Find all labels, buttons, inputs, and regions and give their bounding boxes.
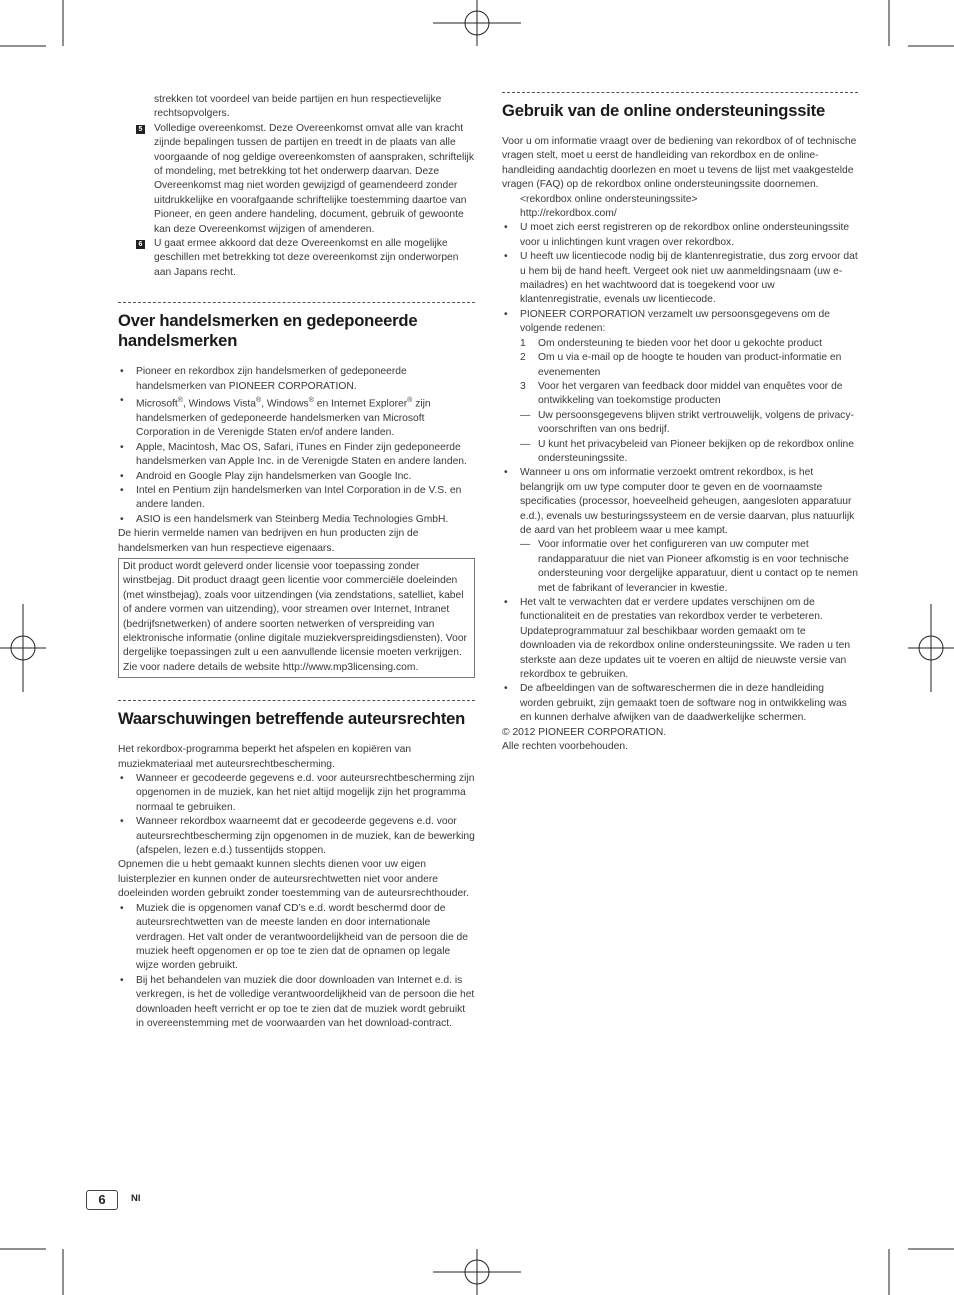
support-list-3 (502, 596, 858, 726)
support-list-2 (502, 466, 858, 538)
copyright-paragraph: Het rekordbox-programma beperkt het afspelen en kopiëren van muziekmateriaal met auteursrechtbescherming. (118, 744, 412, 770)
list-item: • Apple, Macintosh, Mac OS, Safari, iTunes en Finder zijn gedeponeerde handelsmerken van Apple Inc. in de Verenigde Staten en andere landen. (118, 441, 475, 470)
list-item: • Pioneer en rekordbox zijn handelsmerken of gedeponeerde handelsmerken van PIONEER CORPORATION. (118, 365, 475, 394)
reason-item: 2 Om u via e-mail op de hoogte te houden van product-informatie en evenementen (520, 352, 842, 378)
list-item: • Het valt te verwachten dat er verdere updates verschijnen om de functionaliteit en de prestaties van rekordbox verder te verbeteren. Updateprogrammatuur zal beschikbaar worden gemaakt om te downloaden via de rekordbox online ondersteuningssite. We raden u ten sterkste aan deze updates uit te voeren en altijd de nieuwste versie van rekordbox te gebruiken. (502, 596, 858, 682)
trademarks-heading: Over handelsmerken en gedeponeerde handelsmerken (118, 311, 418, 351)
copyright-paragraph: Opnemen die u hebt gemaakt kunnen slechts dienen voor uw eigen luisterplezier en kunnen onder de auteursrechtwetten niet voor andere doeleinden worden gebruikt zonder toestemming van de auteursrechthouder. (118, 859, 469, 900)
list-item: • U moet zich eerst registreren op de rekordbox online ondersteuningssite voor u inlichtingen kunt vragen over rekordbox. (502, 221, 858, 250)
list-item: • Wanneer er gecodeerde gegevens e.d. voor auteursrechtbescherming zijn opgenomen in de muziek, kan het niet altijd mogelijk zijn het programma normaal te gebruiken. (118, 772, 475, 815)
list-item: • Bij het behandelen van muziek die door downloaden van Internet e.d. is verkregen, is het de volledige verantwoordelijkheid van de persoon die het downloaden heeft verricht er op toe te zien dat de muziek wordt gebruikt in overeenstemming met de voorwaarden van het download-contract. (118, 974, 475, 1032)
agreement-item-5 (118, 122, 475, 237)
support-heading: Gebruik van de online ondersteuningssite (502, 101, 826, 120)
support-intro: Voor u om informatie vraagt over de bediening van rekordbox of of technische vragen stelt, moet u eerst de handleiding van rekordbox en de online-handleiding aandachtig doorlezen en moet u tevens de lijst met vaakgestelde vragen (FAQ) op de rekordbox online ondersteuningssite doornemen. (502, 136, 857, 191)
reason-item: 1 Om ondersteuning te bieden voor het door u gekochte product (520, 337, 822, 349)
rights-line: Alle rechten voorbehouden. (502, 741, 628, 753)
list-item: • Android en Google Play zijn handelsmerken van Google Inc. (118, 470, 475, 484)
list-item: • PIONEER CORPORATION verzamelt uw persoonsgegevens om de volgende redenen: (502, 308, 858, 337)
copyright-heading: Waarschuwingen betreffende auteursrechten (118, 709, 466, 729)
list-item: • U heeft uw licentiecode nodig bij de klantenregistratie, dus zorg ervoor dat u hem bij de hand heeft. Vergeet ook niet uw aanmeldingsnaam (uw e-mailadres) en het wachtwoord dat is toegekend voor uw klantenregistratie, evenals uw licentiecode. (502, 250, 858, 308)
agreement-item-6 (118, 237, 475, 280)
support-site-label: <rekordbox online ondersteuningssite> (520, 193, 698, 205)
right-column (502, 92, 858, 754)
list-item: • ASIO is een handelsmerk van Steinberg Media Technologies GmbH. (118, 513, 475, 527)
reason-item: — Uw persoonsgegevens blijven strikt vertrouwelijk, volgens de privacy-voorschriften van ons bedrijf. (520, 409, 854, 436)
section-divider (118, 302, 475, 303)
item-number-box: 5 (136, 125, 145, 134)
agreement-item-text: Volledige overeenkomst. Deze Overeenkomst omvat alle van kracht zijnde bepalingen tussen de partijen en treedt in de plaats van alle voorgaande of nog geldige overeenkomsten of aanspraken, schriftelijk of mondeling, met betrekking tot het onderwerp daarvan. Deze Overeenkomst mag niet worden gewijzigd of geamendeerd zonder uitdrukkelijke en voorafgaande schriftelijke toestemming daartoe van Pioneer, en geen andere handeling, document, gebruik of gewoonte kan deze Overeenkomst wijzigen of amenderen. (154, 122, 474, 235)
reason-item: 3 Voor het vergaren van feedback door middel van enquêtes voor de ontwikkeling van toekomstige producten (520, 380, 843, 407)
page-number: 6 (86, 1190, 118, 1210)
license-box: Dit product wordt geleverd onder licensie voor toepassing zonder winstbejag. Dit product draagt geen licentie voor commerciële doeleinden (met winstbejag), zoals voor uitzendingen (via zendstations, satelliet, kabel of andere vormen van uitzending), voor streamen over Internet, Intranet (bedrijfsnetwerken) of andere soorten netwerken of verspreiding van elektronische informatie (online digitale muziekverspreidingsdiensten). Voor dergelijke toepassingen zult u een aanvullende licensie moeten verkrijgen. Zie voor nadere details de website http://www.mp3licensing.com. (118, 558, 475, 678)
list-item: • Muziek die is opgenomen vanaf CD’s e.d. wordt beschermd door de auteursrechtwetten van de meeste landen en door internationale verdragen. Het valt onder de verantwoordelijkheid van de persoon die de muziek heeft opgenomen er op toe te zien dat de opnamen op legale wijze worden gebruikt. (118, 902, 475, 974)
reason-item: — Voor informatie over het configureren van uw computer met randapparatuur die niet van Pioneer afkomstig is en voor technische ondersteuning voor dergelijke apparatuur, dient u contact op te nemen met de fabrikant of leverancier in kwestie. (520, 539, 858, 594)
reason-item: — U kunt het privacybeleid van Pioneer bekijken op de rekordbox online ondersteuningssite. (520, 438, 854, 464)
copyright-line: © 2012 PIONEER CORPORATION. (502, 726, 667, 738)
agreement-continued: strekken tot voordeel van beide partijen en hun respectievelijke rechtsopvolgers. (154, 94, 442, 120)
copyright-list-1 (118, 772, 475, 858)
section-divider (118, 700, 475, 701)
left-column (118, 93, 475, 1031)
list-item: • De afbeeldingen van de softwareschermen die in deze handleiding worden gebruikt, zijn gemaakt toen de software nog in ontwikkeling was en kunnen derhalve afwijken van de daadwerkelijke schermen. (502, 682, 858, 725)
list-item: • Wanneer rekordbox waarneemt dat er gecodeerde gegevens e.d. voor auteursrechtbescherming zijn opgenomen in de muziek, kan de bewerking (afspelen, lezen e.d.) tussentijds stoppen. (118, 815, 475, 858)
support-site-url[interactable]: http://rekordbox.com/ (520, 208, 617, 220)
copyright-list-2 (118, 902, 475, 1032)
list-item: • Intel en Pentium zijn handelsmerken van Intel Corporation in de V.S. en andere landen. (118, 484, 475, 513)
section-divider (502, 92, 858, 93)
item-number-box: 6 (136, 240, 145, 249)
list-item: • Wanneer u ons om informatie verzoekt omtrent rekordbox, is het belangrijk om uw type computer door te geven en de voornaamste specificaties (processor, hoeveelheid geheugen, aangesloten apparatuur e.d.), evenals uw besturingssysteem en de versie daarvan, plus natuurlijk de aard van het probleem waar u mee kampt. (502, 466, 858, 538)
agreement-item-text: U gaat ermee akkoord dat deze Overeenkomst en alle mogelijke geschillen met betrekking tot deze overeenkomst zijn onderworpen aan Japans recht. (154, 238, 459, 278)
trademarks-list (118, 365, 475, 527)
trademarks-note: De hierin vermelde namen van bedrijven en hun producten zijn de handelsmerken van hun respectieve eigenaars. (118, 528, 419, 554)
language-code: Nl (131, 1193, 141, 1204)
support-list (502, 221, 858, 336)
list-item: • Microsoft®, Windows Vista®, Windows® en Internet Explorer® zijn handelsmerken of gedeponeerde handelsmerken van Microsoft Corporation in de Verenigde Staten en/of andere landen. (118, 394, 475, 441)
